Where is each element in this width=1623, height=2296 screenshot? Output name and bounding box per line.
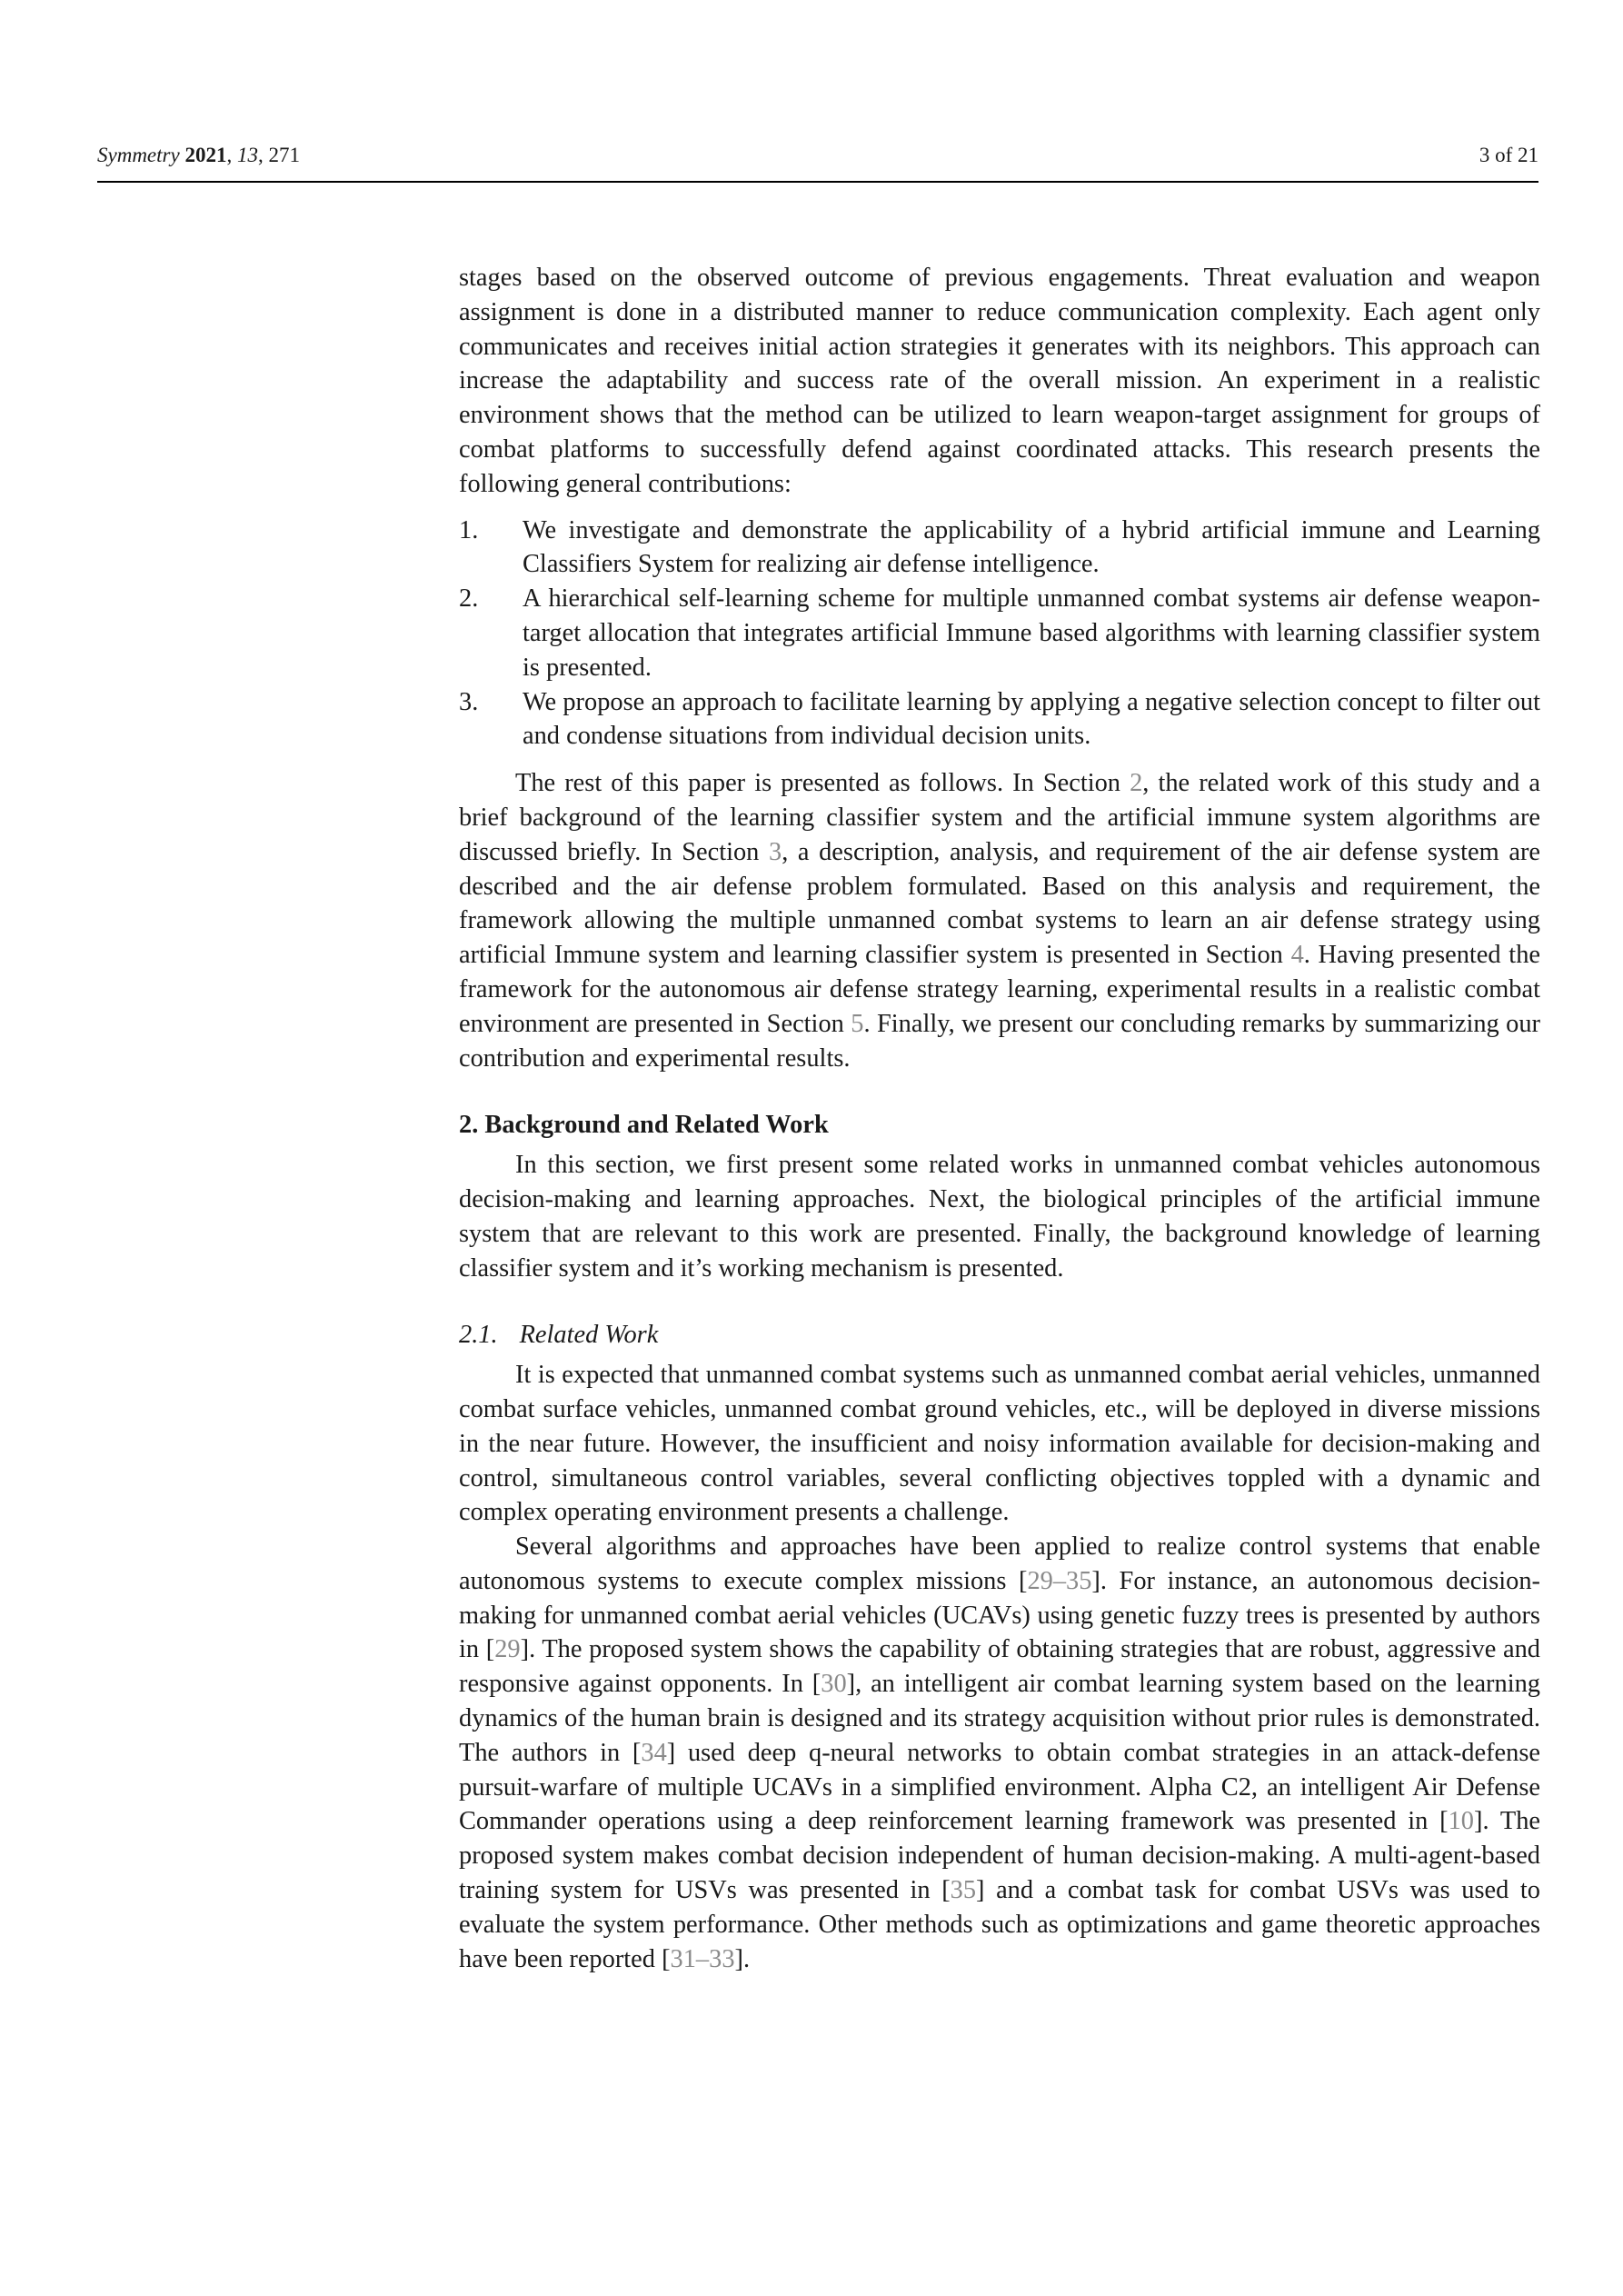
journal-year: 2021 bbox=[184, 144, 227, 166]
citation-link[interactable]: 29 bbox=[494, 1635, 521, 1664]
text-run: ]. The proposed system makes combat decision independent of human decision-making. A multi-agent-based training system for USVs was presented in [ bbox=[459, 1807, 1540, 1905]
related-work-paragraph bbox=[459, 1530, 1540, 1976]
header-rule bbox=[97, 181, 1538, 183]
text-run: ], an intelligent air combat learning system based on the learning dynamics of the human brain is designed and its strategy acquisition without prior rules is demonstrated. The authors in [ bbox=[459, 1670, 1540, 1767]
list-item bbox=[459, 685, 1540, 754]
text-run: , the related work of this study and a brief background of the learning classifier system and the artificial immune system algorithms are discussed briefly. In Section bbox=[459, 769, 1540, 866]
list-text: A hierarchical self-learning scheme for multiple unmanned combat systems air defense weapon-target allocation that integrates artificial Immune based algorithms with learning classifier system is presented. bbox=[523, 584, 1540, 682]
intro-continuation-paragraph: stages based on the observed outcome of previous engagements. Threat evaluation and weapon assignment is done in a distributed manner to reduce communication complexity. Each agent only communicates and receives initial action strategies it generates with its neighbors. This approach can increase the adaptability and success rate of the overall mission. An experiment in a realistic environment shows that the method can be utilized to learn weapon-target assignment for groups of combat platforms to successfully defend against coordinated attacks. This research presents the following general contributions: bbox=[459, 264, 1540, 498]
text-run: ] used deep q-neural networks to obtain combat strategies in an attack-defense pursuit-warfare of multiple UCAVs in a simplified environment. Alpha C2, an intelligent Air Defense Commander operations using a deep reinforcement learning framework was presented in [ bbox=[459, 1738, 1540, 1836]
text-run: ] and a combat task for combat USVs was used to evaluate the system performance. Other methods such as optimizations and game theoretic approaches have been reported [ bbox=[459, 1876, 1540, 1973]
journal-citation: Symmetry 2021, 13, 271 bbox=[97, 144, 300, 166]
citation-link[interactable]: 34 bbox=[641, 1738, 667, 1767]
list-item bbox=[459, 514, 1540, 583]
list-text: We investigate and demonstrate the applicability of a hybrid artificial immune and Learning Classifiers System for realizing air defense intelligence. bbox=[523, 515, 1540, 579]
outline-paragraph bbox=[459, 766, 1540, 1075]
list-text: We propose an approach to facilitate learning by applying a negative selection concept to filter out and condense situations from individual decision units. bbox=[523, 687, 1540, 751]
list-number: 2. bbox=[459, 584, 479, 614]
text-run: ]. For instance, an autonomous decision-making for unmanned combat aerial vehicles (UCAVs) using genetic fuzzy trees is presented by authors in [ bbox=[459, 1566, 1540, 1664]
journal-volume: 13 bbox=[236, 144, 258, 166]
list-item bbox=[459, 582, 1540, 684]
main-content bbox=[459, 261, 1540, 1976]
page-header bbox=[97, 138, 1538, 175]
citation-link[interactable]: 30 bbox=[821, 1670, 847, 1699]
citation-link[interactable]: 31–33 bbox=[670, 1944, 735, 1973]
text-run: ]. bbox=[734, 1944, 751, 1973]
section-link[interactable]: 5 bbox=[851, 1009, 864, 1038]
text-run: , a description, analysis, and requirement of the air defense system are described and the air defense problem formulated. Based on this analysis and requirement, the framework allowing the multiple unmanned combat systems to learn an air defense strategy using artificial Immune system and learning classifier system is presented in Section bbox=[459, 837, 1540, 970]
text-run: . Finally, we present our concluding remarks by summarizing our contribution and experimental results. bbox=[459, 1009, 1540, 1073]
text-run: The rest of this paper is presented as follows. In Section bbox=[515, 769, 1130, 798]
journal-name: Symmetry bbox=[97, 144, 180, 166]
page-number: 3 of 21 bbox=[1479, 144, 1538, 166]
contributions-list bbox=[459, 514, 1540, 754]
article-number: 271 bbox=[268, 144, 300, 166]
subsection-title: Related Work bbox=[519, 1321, 659, 1350]
subsection-number: 2.1. bbox=[459, 1321, 498, 1350]
text-run: . Having presented the framework for the autonomous air defense strategy learning, experimental results in a realistic combat environment are presented in Section bbox=[459, 941, 1540, 1038]
section-link[interactable]: 2 bbox=[1130, 769, 1143, 798]
citation-link[interactable]: 10 bbox=[1448, 1807, 1474, 1836]
text-run: ]. The proposed system shows the capability of obtaining strategies that are robust, aggressive and responsive against opponents. In [ bbox=[459, 1635, 1540, 1699]
section-link[interactable]: 3 bbox=[768, 837, 782, 866]
subsection-heading bbox=[459, 1318, 1540, 1353]
citation-link[interactable]: 29–35 bbox=[1027, 1566, 1092, 1595]
list-number: 1. bbox=[459, 515, 479, 544]
section-heading: 2. Background and Related Work bbox=[459, 1111, 829, 1140]
text-run: Several algorithms and approaches have been applied to realize control systems that enable autonomous systems to execute complex missions [ bbox=[459, 1532, 1540, 1595]
section-intro-paragraph: In this section, we first present some related works in unmanned combat vehicles autonomous decision-making and learning approaches. Next, the biological principles of the artificial immune system that are relevant to this work are presented. Finally, the background knowledge of learning classifier system and it’s working mechanism is presented. bbox=[459, 1151, 1540, 1283]
citation-link[interactable]: 35 bbox=[950, 1876, 977, 1905]
related-work-paragraph: It is expected that unmanned combat systems such as unmanned combat aerial vehicles, unmanned combat surface vehicles, unmanned combat ground vehicles, etc., will be deployed in diverse missions in the near future. However, the insufficient and noisy information available for decision-making and control, simultaneous control variables, several conflicting objectives toppled with a dynamic and complex operating environment presents a challenge. bbox=[459, 1361, 1540, 1527]
section-link[interactable]: 4 bbox=[1290, 941, 1304, 970]
list-number: 3. bbox=[459, 687, 479, 716]
